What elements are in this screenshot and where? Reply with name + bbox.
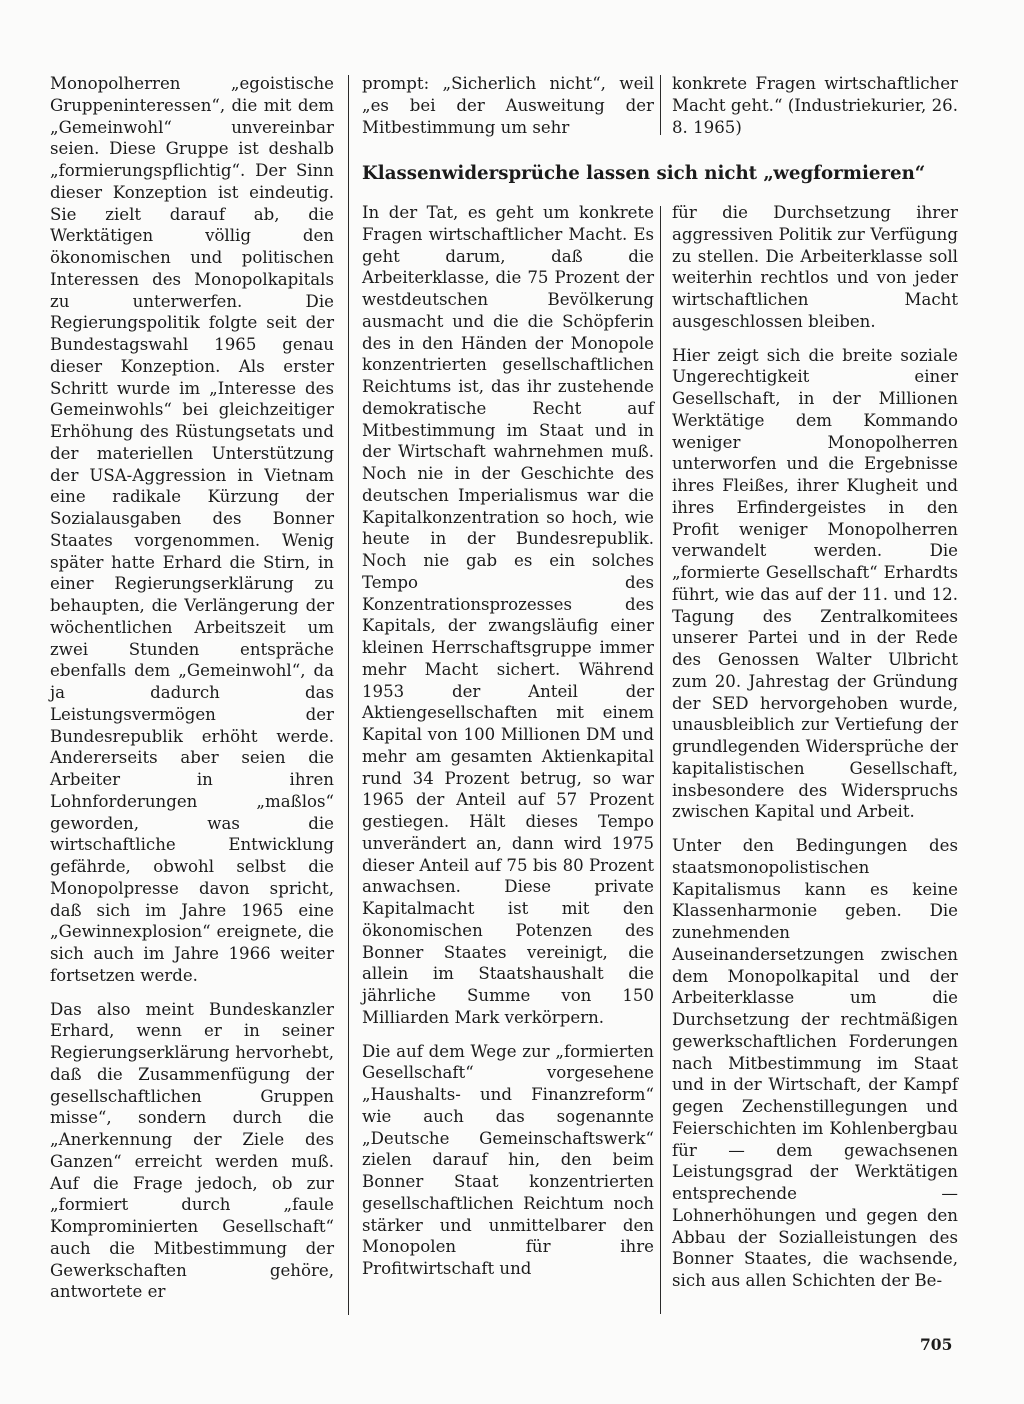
paragraph: prompt: „Sicherlich nicht“, weil „es bei der Ausweitung der Mitbestimmung um sehr: [362, 74, 654, 137]
column-divider: [348, 75, 349, 1315]
column-1: [50, 73, 334, 1303]
paragraph: für die Durchsetzung ihrer aggressiven Politik zur Verfügung zu stellen. Die Arbeiterklasse soll weiterhin rechtlos und von jeder wirtschaftlichen Macht ausgeschlossen bleiben.: [672, 203, 958, 331]
paragraph: In der Tat, es geht um konkrete Fragen wirtschaftlicher Macht. Es geht darum, daß die Arbeiterklasse, die 75 Prozent der westdeutschen Bevölkerung ausmacht und die die Schöpferin des in den Händen der Monopole konzentrierten gesellschaftlichen Reichtums ist, das ihr zustehende demokratische Recht auf Mitbestimmung im Staat und in der Wirtschaft wahrnehmen muß. Noch nie in der Geschichte des deutschen Imperialismus war die Kapitalkonzentration so hoch, wie heute in der Bundesrepublik. Noch nie gab es ein solches Tempo des Konzentrationsprozesses des Kapitals, der zwangsläufig einer kleinen Herrschaftsgruppe immer mehr Macht sichert. Während 1953 der Anteil der Aktiengesellschaften mit einem Kapital von 100 Millionen DM und mehr am gesamten Aktienkapital rund 34 Prozent betrug, so war 1965 der Anteil auf 57 Prozent gestiegen. Hält dieses Tempo unverändert an, dann wird 1975 dieser Anteil auf 75 bis 80 Prozent anwachsen. Diese private Kapitalmacht ist mit den ökonomischen Potenzen des Bonner Staates vereinigt, die allein im Staatshaushalt die jährliche Summe von 150 Milliarden Mark verkörpern.: [362, 203, 654, 1027]
column-divider: [660, 206, 661, 1314]
column-2-top: [362, 73, 654, 138]
paragraph: Hier zeigt sich die breite soziale Ungerechtigkeit einer Gesellschaft, in der Millionen Werktätige dem Kommando weniger Monopolherren unterworfen und die Ergebnisse ihres Fleißes, ihrer Klugheit und ihres Erfindergeistes in den Profit weniger Monopolherren verwandelt werden. Die „formierte Gesellschaft“ Erhardts führt, wie das auf der 11. und 12. Tagung des Zentralkomitees unserer Partei und in der Rede des Genossen Walter Ulbricht zum 20. Jahrestag der Gründung der SED hervorgehoben wurde, unausbleiblich zur Vertiefung der grundlegenden Widersprüche der kapitalistischen Gesellschaft, insbesondere des Widerspruchs zwischen Kapital und Arbeit.: [672, 345, 958, 822]
paragraph: Monopolherren „egoistische Gruppeninteressen“, die mit dem „Gemeinwohl“ unvereinbar seien. Diese Gruppe ist deshalb „formierungspflichtig“. Der Sinn dieser Konzeption ist eindeutig. Sie zielt darauf ab, die Werktätigen völlig den ökonomischen und politischen Interessen des Monopolkapitals zu unterwerfen. Die Regierungspolitik folgte seit der Bundestagswahl 1965 genau dieser Konzeption. Als erster Schritt wurde im „Interesse des Gemeinwohls“ bei gleichzeitiger Erhöhung des Rüstungsetats und der materiellen Unterstützung der USA-Aggression in Vietnam eine radikale Kürzung der Sozialausgaben des Bonner Staates vorgenommen. Wenig später hatte Erhard die Stirn, in einer Regierungserklärung zu behaupten, die Verlängerung der wöchentlichen Arbeitszeit um zwei Stunden entspräche ebenfalls dem „Gemeinwohl“, da ja dadurch das Leistungsvermögen der Bundesrepublik erhöht werde. Andererseits aber seien die Arbeiter in ihren Lohnforderungen „maßlos“ geworden, was die wirtschaftliche Entwicklung gefährde, obwohl selbst die Monopolpresse davon spricht, daß sich im Jahre 1965 eine „Gewinnexplosion“ ereignete, die sich auch im Jahre 1966 weiter fortsetzen werde.: [50, 74, 334, 985]
paragraph: konkrete Fragen wirtschaftlicher Macht geht.“ (Industriekurier, 26. 8. 1965): [672, 74, 958, 137]
column-3: [672, 202, 958, 1292]
column-2: [362, 202, 654, 1280]
column-divider: [660, 75, 661, 135]
page-number: 705: [920, 1335, 953, 1354]
column-3-top: [672, 73, 958, 138]
paragraph: Die auf dem Wege zur „formierten Gesellschaft“ vorgesehene „Haushalts- und Finanzreform“ wie auch das sogenannte „Deutsche Gemeinschaftswerk“ zielen darauf hin, den beim Bonner Staat konzentrierten gesellschaftlichen Reichtum noch stärker und unmittelbarer den Monopolen für ihre Profitwirtschaft und: [362, 1041, 654, 1278]
paragraph: Unter den Bedingungen des staatsmonopolistischen Kapitalismus kann es keine Klassenharmonie geben. Die zunehmenden Auseinandersetzungen zwischen dem Monopolkapital und der Arbeiterklasse um die Durchsetzung der rechtmäßigen gewerkschaftlichen Forderungen nach Mitbestimmung im Staat und in der Wirtschaft, der Kampf gegen Zechenstillegungen und Feierschichten im Kohlenbergbau für — dem gewachsenen Leistungsgrad der Werktätigen entsprechende — Lohnerhöhungen und gegen den Abbau der Sozialleistungen des Bonner Staates, die wachsende, sich aus allen Schichten der Be-: [672, 836, 958, 1290]
section-heading: Klassenwidersprüche lassen sich nicht „wegformieren“: [362, 163, 926, 184]
paragraph: Das also meint Bundeskanzler Erhard, wenn er in seiner Regierungserklärung hervorhebt, daß die Zusammenfügung der gesellschaftlichen Gruppen misse“, sondern durch die „Anerkennung der Ziele des Ganzen“ erreicht werden muß. Auf die Frage jedoch, ob zur „formiert durch „faule Komprominierten Gesellschaft“ auch die Mitbestimmung der Gewerkschaften gehöre, antwortete er: [50, 999, 334, 1302]
